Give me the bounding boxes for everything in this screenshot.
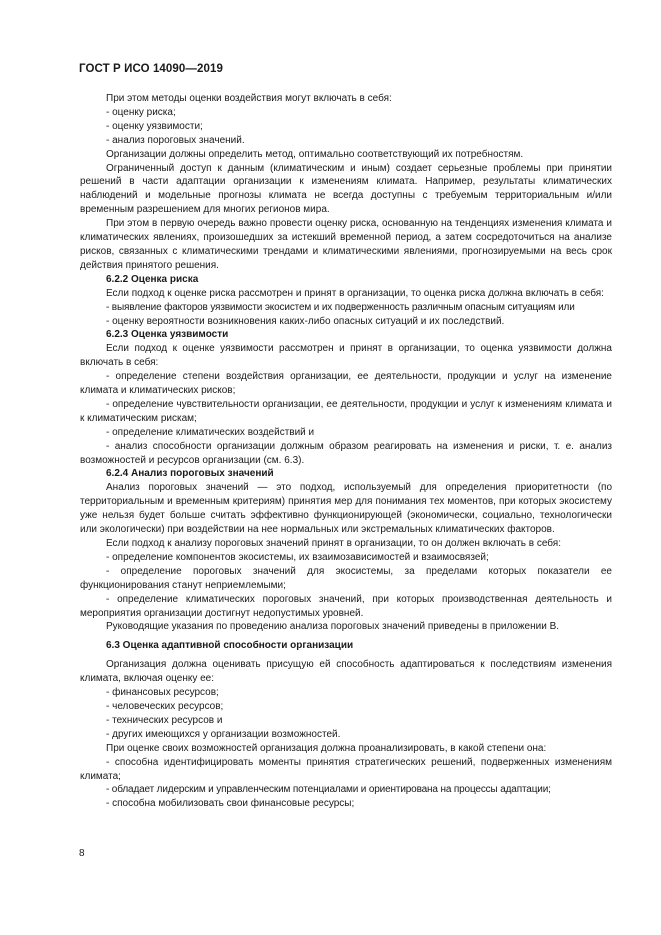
list-item: - определение климатических пороговых значений, при которых производственная деятельность и мероприятия организации достигнут недопустимых уровней. [80, 593, 612, 619]
page-number: 8 [79, 848, 85, 859]
paragraph: Организации должны определить метод, оптимально соответствующий их потребностям. [106, 148, 524, 160]
list-item: - оценку уязвимости; [106, 120, 203, 132]
list-item: - определение степени воздействия организации, ее деятельности, продукции и услуг на изменение климата и климатических рисков; [80, 371, 612, 397]
paragraph: Если подход к анализу пороговых значений принят в организации, то он должен включать в себя: [106, 538, 562, 549]
paragraph: Руководящие указания по проведению анализа пороговых значений приведены в приложении В. [106, 621, 560, 633]
paragraph: Анализ пороговых значений — это подход, используемый для определения приоритетности (по территориальным и временным критериям) принятия мер для понимания тех моментов, при которых экосистему уже нельзя будет больше считать эффективно функционирующей (экономически, социально, технологически или экологически) при воздействии на нее нормальных или экстремальных климатических факторов. [80, 482, 612, 536]
paragraph: Ограниченный доступ к данным (климатическим и иным) создает серьезные проблемы при принятии решений в части адаптации организации к изменениям климата. Например, результаты климатических наблюдений и модельные прогнозы климата не всегда доступны с требуемым территориальным и/или временным разрешением для многих регионов мира. [80, 162, 612, 216]
section-heading: 6.3 Оценка адаптивной способности организации [106, 640, 354, 652]
list-item: - выявление факторов уязвимости экосистем и их подверженность различным опасным ситуациям или [106, 301, 575, 313]
list-item: - обладает лидерским и управленческим потенциалами и ориентирована на процессы адаптации; [106, 784, 551, 796]
list-item: - оценку вероятности возникновения каких-либо опасных ситуаций и их последствий. [106, 315, 505, 327]
section-heading: 6.2.4 Анализ пороговых значений [106, 468, 274, 480]
list-item: - оценку риска; [106, 106, 176, 118]
paragraph: Если подход к оценке уязвимости рассмотрен и принят в организации, то оценка уязвимости должна включать в себя: [80, 343, 612, 369]
paragraph: При этом в первую очередь важно провести оценку риска, основанную на тенденциях изменения климата и климатических явлениях, произошедших за истекший временной период, а затем сосредоточиться на анализе рисков, связанных с климатическими трендами и климатическими явлениями, прогнозируемыми на весь срок действия принятого решения. [80, 218, 612, 271]
list-item: - определение пороговых значений для экосистемы, за пределами которых показатели ее функционирования станут неприемлемыми; [80, 565, 612, 591]
list-item: - других имеющихся у организации возможностей. [106, 728, 341, 740]
paragraph: Если подход к оценке риска рассмотрен и принят в организации, то оценка риска должна включать в себя: [106, 287, 604, 299]
paragraph: При оценке своих возможностей организация должна проанализировать, в какой степени она: [106, 742, 547, 754]
list-item: - человеческих ресурсов; [106, 700, 224, 712]
section-heading: 6.2.3 Оценка уязвимости [106, 329, 229, 341]
list-item: - технических ресурсов и [106, 714, 223, 726]
list-item: - финансовых ресурсов; [106, 687, 219, 699]
list-item: - способна мобилизовать свои финансовые ресурсы; [106, 798, 355, 810]
paragraph: При этом методы оценки воздействия могут включать в себя: [106, 93, 392, 104]
list-item: - определение чувствительности организации, ее деятельности, продукции и услуг к изменениям климата и к климатическим рискам; [80, 398, 612, 424]
list-item: - определение компонентов экосистемы, их взаимозависимостей и взаимосвязей; [106, 551, 489, 563]
list-item: - анализ пороговых значений. [106, 134, 245, 146]
section-heading: 6.2.2 Оценка риска [106, 273, 199, 285]
document-body [80, 92, 612, 811]
list-item: - способна идентифицировать моменты принятия стратегических решений, подверженных изменениям климата; [80, 756, 612, 782]
list-item: - определение климатических воздействий и [106, 426, 315, 438]
document-header: ГОСТ Р ИСО 14090—2019 [79, 63, 224, 75]
paragraph: Организация должна оценивать присущую ей способность адаптироваться к последствиям изменения климата, включая оценку ее: [80, 659, 612, 685]
list-item: - анализ способности организации должным образом реагировать на изменения и риски, т. е. анализ возможностей и ресурсов организации (см. 6.3). [80, 440, 612, 466]
